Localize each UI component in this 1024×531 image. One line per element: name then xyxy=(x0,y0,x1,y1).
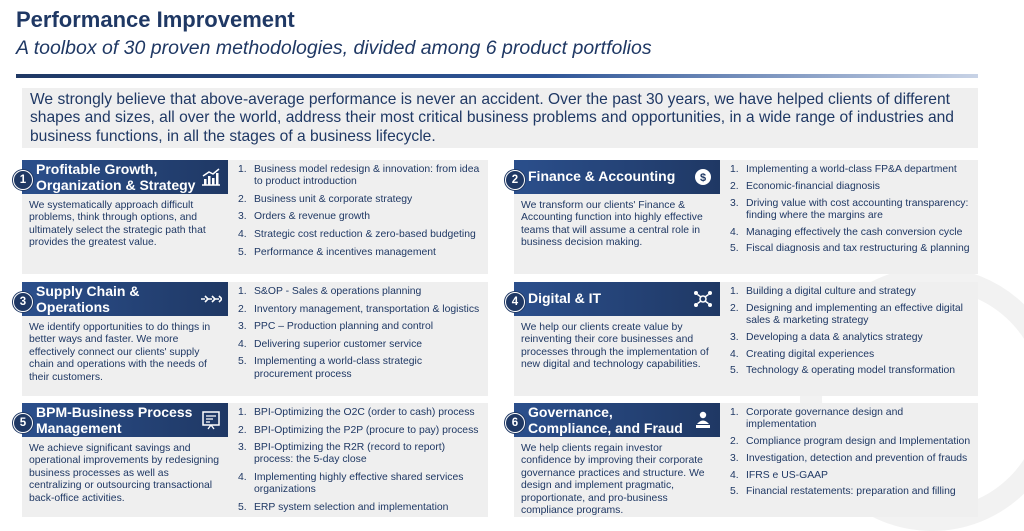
growth-chart-icon xyxy=(200,167,222,187)
list-item: 3. Driving value with cost accounting transparency: finding where the margins are xyxy=(730,197,969,221)
list-item: 2. Inventory management, transportation & logistics xyxy=(238,303,480,315)
process-board-icon xyxy=(200,410,222,430)
methodology-list xyxy=(730,286,974,382)
card-header xyxy=(514,403,720,437)
card-title: Profitable Growth, Organization & Strategy xyxy=(36,161,196,193)
card-bpm xyxy=(19,403,488,517)
list-item: 1. Business model redesign & innovation: from idea to product introduction xyxy=(238,164,480,188)
list-item: 4. IFRS e US-GAAP xyxy=(730,469,828,481)
list-item: 4. Delivering superior customer service xyxy=(238,338,423,350)
card-supply-chain xyxy=(19,282,488,396)
dollar-coin-icon xyxy=(692,167,714,187)
methodology-list xyxy=(238,164,482,264)
card-description: We identify opportunities to do things in better ways and faster. We more effectively connect our clients' supply chain and operations with the needs of their customers. xyxy=(29,322,211,383)
list-item: 2. Designing and implementing an effective digital sales & marketing strategy xyxy=(730,302,963,326)
list-item: 5. Implementing a world-class strategic procurement process xyxy=(238,356,423,380)
methodology-list xyxy=(730,407,974,503)
card-title: Supply Chain & Operations xyxy=(36,283,140,315)
supply-chain-arrows-icon xyxy=(200,289,222,309)
card-description: We achieve significant savings and operational improvements by redesigning business processes as well as centralizing or outsourcing transactional back-office activities. xyxy=(29,443,220,504)
page-title: Performance Improvement xyxy=(16,7,295,32)
card-description: We transform our clients' Finance & Accounting function into highly effective teams that will assume a central role in business decision making. xyxy=(521,200,703,249)
card-digital-it xyxy=(511,282,978,396)
list-item: 5. Technology & operating model transformation xyxy=(730,365,956,377)
list-item: 1. Corporate governance design and implementation xyxy=(730,407,904,431)
card-header xyxy=(22,282,228,316)
methodology-list xyxy=(238,286,482,386)
list-item: 1. S&OP - Sales & operations planning xyxy=(238,286,422,297)
list-item: 3. BPI-Optimizing the R2R (record to report) process: the 5-day close xyxy=(238,442,446,466)
card-finance-accounting xyxy=(511,160,978,274)
list-item: 2. Economic-financial diagnosis xyxy=(730,180,880,192)
title-divider xyxy=(16,74,978,78)
methodology-list xyxy=(730,164,974,260)
list-item: 4. Implementing highly effective shared services organizations xyxy=(238,471,464,496)
card-header xyxy=(22,160,228,194)
list-item: 3. Orders & revenue growth xyxy=(238,211,371,223)
card-number-badge: 5 xyxy=(13,413,33,433)
methodology-list xyxy=(238,407,482,519)
card-title: Digital & IT xyxy=(528,290,602,306)
card-title: BPM-Business Process Management xyxy=(36,404,193,436)
card-number-badge: 3 xyxy=(13,292,33,312)
card-header xyxy=(22,403,228,437)
list-item: 4. Creating digital experiences xyxy=(730,348,875,360)
list-item: 1. Implementing a world-class FP&A department xyxy=(730,164,957,175)
card-title: Governance, Compliance, and Fraud xyxy=(528,404,683,436)
list-item: 2. Business unit & corporate strategy xyxy=(238,193,413,205)
list-item: 2. Compliance program design and Implementation xyxy=(730,436,971,447)
card-number-badge: 6 xyxy=(505,413,525,433)
card-governance xyxy=(511,403,978,517)
list-item: 5. Performance & incentives management xyxy=(238,246,436,258)
card-number-badge: 4 xyxy=(505,292,525,312)
card-number-badge: 2 xyxy=(505,170,525,190)
intro-text: We strongly believe that above-average performance is never an accident. Over the past 30 years, we have helped clients of different shapes and sizes, all over the world, address their most critical business problems and opportunities, in a wide range of industries and business functions, in all the stages of a business lifecycle. xyxy=(22,88,978,148)
list-item: 3. Investigation, detection and prevention of frauds xyxy=(730,452,968,464)
list-item: 1. BPI-Optimizing the O2C (order to cash) process xyxy=(238,407,475,418)
card-header xyxy=(514,160,720,194)
card-description: We systematically approach difficult problems, think through options, and ultimately select the strategic path that provides the greatest value. xyxy=(29,200,206,249)
card-header xyxy=(514,282,720,316)
card-number-badge: 1 xyxy=(13,170,33,190)
list-item: 4. Strategic cost reduction & zero-based budgeting xyxy=(238,228,476,240)
list-item: 5. Fiscal diagnosis and tax restructuring & planning xyxy=(730,243,970,255)
card-title: Finance & Accounting xyxy=(528,168,676,184)
svg-text:$: $ xyxy=(699,172,707,184)
network-nodes-icon xyxy=(692,289,714,309)
card-profitable-growth xyxy=(19,160,488,274)
list-item: 5. Financial restatements: preparation and filling xyxy=(730,486,956,498)
list-item: 4. Managing effectively the cash conversion cycle xyxy=(730,226,963,238)
list-item: 3. PPC – Production planning and control xyxy=(238,321,434,333)
list-item: 3. Developing a data & analytics strategy xyxy=(730,331,923,343)
judge-gavel-icon xyxy=(692,410,714,430)
page-subtitle: A toolbox of 30 proven methodologies, divided among 6 product portfolios xyxy=(16,37,652,59)
list-item: 2. BPI-Optimizing the P2P (procure to pay) process xyxy=(238,424,479,436)
list-item: 5. ERP system selection and implementation xyxy=(238,501,449,513)
card-description: We help clients regain investor confidence by improving their corporate governance practices and structure. We design and implement pragmatic, proportionate, and pro-business compliance programs. xyxy=(521,443,705,517)
list-item: 1. Building a digital culture and strategy xyxy=(730,286,916,297)
card-description: We help our clients create value by reinventing their core businesses and processes through the implementation of new digital and technology capabilities. xyxy=(521,322,709,371)
